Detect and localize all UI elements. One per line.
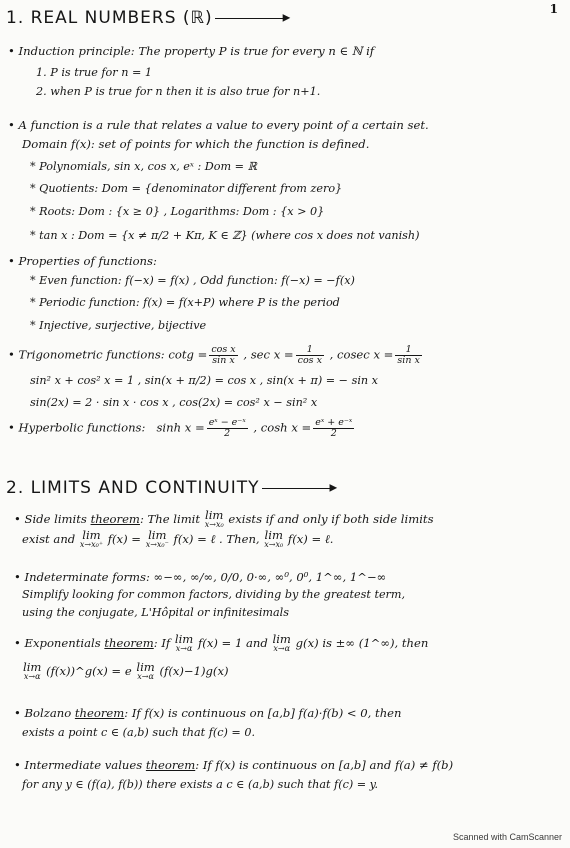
cotg-label: cotg = bbox=[168, 347, 208, 362]
cosh-fraction: $\frac{\text{eˣ + e⁻ˣ}}{2}$ bbox=[315, 417, 353, 439]
bolzano-theorem: • Bolzano theorem: If f(x) is continuous on [a,b] f(a)·f(b) < 0, then bbox=[14, 706, 402, 720]
induction-principle: • Induction principle: The property P is true for every n ∈ ℕ if bbox=[8, 44, 375, 58]
induction-step-1: 1. P is true for n = 1 bbox=[36, 66, 153, 79]
section-1-heading: 1. REAL NUMBERS (ℝ) ▶ bbox=[6, 8, 292, 28]
indeterminate-forms: • Indeterminate forms: ∞−∞, ∞/∞, 0/0, 0·∞, ∞⁰, 0⁰, 1^∞, 1^−∞ bbox=[14, 570, 387, 584]
periodic-function: * Periodic function: f(x) = f(x+P) where P is the period bbox=[30, 296, 340, 309]
side-limits-theorem: • Side limits theorem: The limit lim x→x₀ exists if and only if both side limits bbox=[14, 508, 434, 529]
sinh-fraction: $\frac{\text{eˣ − e⁻ˣ}}{2}$ bbox=[208, 417, 246, 439]
page-number: 1 bbox=[549, 2, 558, 16]
section-2-heading: 2. LIMITS AND CONTINUITY ▶ bbox=[6, 478, 339, 498]
intermediate-values-theorem: • Intermediate values theorem: If f(x) is continuous on [a,b] and f(a) ≠ f(b) bbox=[14, 758, 454, 772]
trig-identities-2: sin(2x) = 2 · sin x · cos x , cos(2x) = cos² x − sin² x bbox=[30, 396, 318, 409]
domain-roots-logs: * Roots: Dom : {x ≥ 0} , Logarithms: Dom : {x > 0} bbox=[30, 205, 325, 218]
injective-surjective: * Injective, surjective, bijective bbox=[30, 319, 207, 332]
scanner-watermark: Scanned with CamScanner bbox=[452, 832, 562, 842]
sinh-label: sinh x = bbox=[156, 420, 205, 435]
cotg-fraction: $\frac{\text{cos x}}{\text{sin x}}$ bbox=[211, 344, 236, 366]
indeterminate-tip-1: Simplify looking for common factors, dividing by the greatest term, bbox=[22, 588, 406, 601]
hyperbolic-functions bbox=[8, 418, 356, 439]
induction-step-2: 2. when P is true for n then it is also true for n+1. bbox=[36, 85, 321, 98]
domain-polynomials: * Polynomials, sin x, cos x, eˣ : Dom = ℝ bbox=[30, 160, 257, 173]
domain-tan: * tan x : Dom = {x ≠ π/2 + Kπ, K ∈ ℤ} (where cos x does not vanish) bbox=[30, 229, 420, 242]
properties-heading: • Properties of functions: bbox=[8, 254, 157, 268]
side-limits-condition: exist and lim x→x₀⁺ f(x) = lim x→x₀⁻ f(x) = ℓ . Then, lim x→x₀ f(x) = ℓ. bbox=[22, 528, 334, 549]
cosec-fraction: $\frac{1}{\text{sin x}}$ bbox=[397, 344, 420, 366]
hyperbolic-label: • Hyperbolic functions: bbox=[8, 420, 146, 435]
intermediate-values-conclusion: for any y ∈ (f(a), f(b)) there exists a c ∈ (a,b) such that f(c) = y. bbox=[22, 778, 379, 791]
trig-label: • Trigonometric functions: bbox=[8, 347, 165, 362]
section-1-title: 1. REAL NUMBERS (ℝ) bbox=[6, 8, 213, 28]
trigonometric-functions bbox=[8, 345, 424, 366]
cosec-label: , cosec x = bbox=[329, 347, 394, 362]
domain-quotients: * Quotients: Dom = {denominator different from zero} bbox=[30, 182, 343, 195]
bolzano-conclusion: exists a point c ∈ (a,b) such that f(c) = 0. bbox=[22, 726, 256, 739]
domain-definition: Domain f(x): set of points for which the function is defined. bbox=[22, 137, 370, 151]
sec-label: , sec x = bbox=[243, 347, 294, 362]
cosh-label: , cosh x = bbox=[253, 420, 312, 435]
indeterminate-tip-2: using the conjugate, L'Hôpital or infinitesimals bbox=[22, 606, 290, 619]
even-odd-functions: * Even function: f(−x) = f(x) , Odd function: f(−x) = −f(x) bbox=[30, 274, 355, 287]
exponentials-formula: lim x→α (f(x))^g(x) = e lim x→α (f(x)−1)g(x) bbox=[23, 660, 229, 681]
sec-fraction: $\frac{1}{\text{cos x}}$ bbox=[297, 344, 322, 366]
exponentials-theorem: • Exponentials theorem: If lim x→α f(x) = 1 and lim x→α g(x) is ±∞ (1^∞), then bbox=[14, 632, 429, 653]
function-definition: • A function is a rule that relates a value to every point of a certain set. bbox=[8, 118, 429, 132]
trig-identities-1: sin² x + cos² x = 1 , sin(x + π/2) = cos x , sin(x + π) = − sin x bbox=[30, 374, 378, 387]
section-2-title: 2. LIMITS AND CONTINUITY bbox=[6, 478, 260, 498]
